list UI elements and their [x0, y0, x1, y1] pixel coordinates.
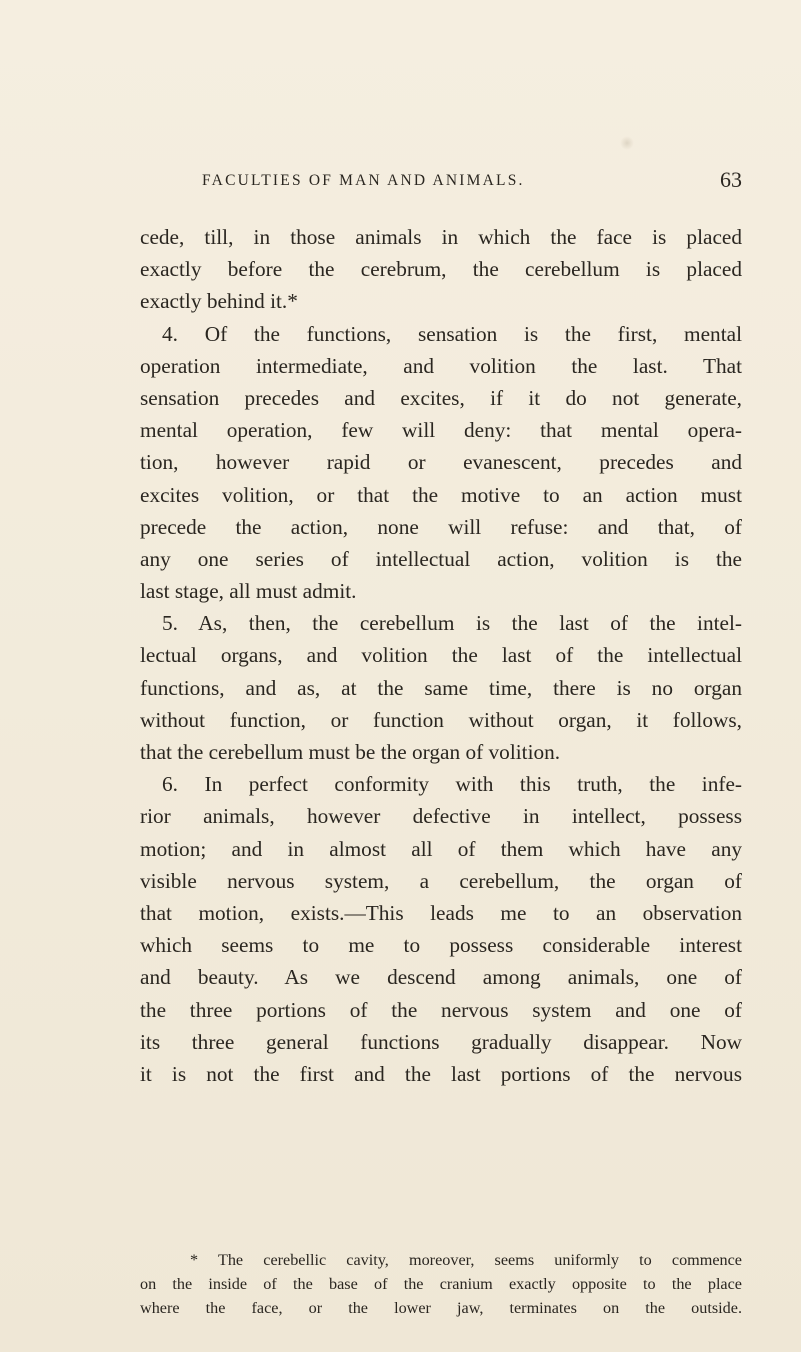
text-line: motion; and in almost all of them which have any	[140, 836, 742, 861]
text-line: and beauty. As we descend among animals, one of	[140, 965, 742, 990]
text-line: excites volition, or that the motive to an action must	[140, 482, 742, 507]
text-line: exactly behind it.*	[140, 289, 298, 314]
text-line: precede the action, none will refuse: and that, of	[140, 514, 742, 539]
text-line: functions, and as, at the same time, there is no organ	[140, 675, 742, 700]
running-title: FACULTIES OF MAN AND ANIMALS.	[202, 172, 525, 189]
text-line: operation intermediate, and volition the last. That	[140, 353, 742, 378]
text-line: the three portions of the nervous system and one of	[140, 997, 742, 1022]
text-line: exactly before the cerebrum, the cerebellum is placed	[140, 257, 742, 282]
body-text	[140, 221, 742, 1090]
paper-stain	[620, 136, 634, 150]
text-line: which seems to me to possess considerable interest	[140, 933, 742, 958]
footnote-line: on the inside of the base of the cranium exactly opposite to the place	[140, 1275, 742, 1293]
running-head	[202, 167, 742, 196]
footnote-line: * The cerebellic cavity, moreover, seems uniformly to commence	[190, 1251, 742, 1269]
text-line: mental operation, few will deny: that mental opera-	[140, 418, 742, 443]
text-line: cede, till, in those animals in which the face is placed	[140, 225, 742, 249]
footnote-line: where the face, or the lower jaw, terminates on the outside.	[140, 1299, 742, 1317]
page-number: 63	[720, 167, 742, 192]
text-line: that motion, exists.—This leads me to an observation	[140, 900, 742, 925]
text-line: 5. As, then, the cerebellum is the last of the intel-	[162, 611, 742, 636]
text-line: 4. Of the functions, sensation is the first, mental	[162, 321, 742, 346]
text-line: rior animals, however defective in intellect, possess	[140, 804, 742, 829]
text-line: that the cerebellum must be the organ of volition.	[140, 740, 561, 764]
text-line: sensation precedes and excites, if it do not generate,	[140, 385, 742, 410]
text-line: visible nervous system, a cerebellum, the organ of	[140, 868, 742, 893]
text-line: it is not the first and the last portions of the nervous	[140, 1061, 742, 1086]
text-line: its three general functions gradually disappear. Now	[140, 1029, 742, 1054]
text-line: any one series of intellectual action, volition is the	[140, 546, 742, 571]
text-line: without function, or function without organ, it follows,	[140, 707, 742, 732]
text-line: lectual organs, and volition the last of the intellectual	[140, 643, 742, 668]
text-line: tion, however rapid or evanescent, precedes and	[140, 450, 742, 475]
text-line: last stage, all must admit.	[140, 579, 357, 604]
footnote	[140, 1248, 742, 1320]
text-line: 6. In perfect conformity with this truth, the infe-	[162, 772, 742, 797]
